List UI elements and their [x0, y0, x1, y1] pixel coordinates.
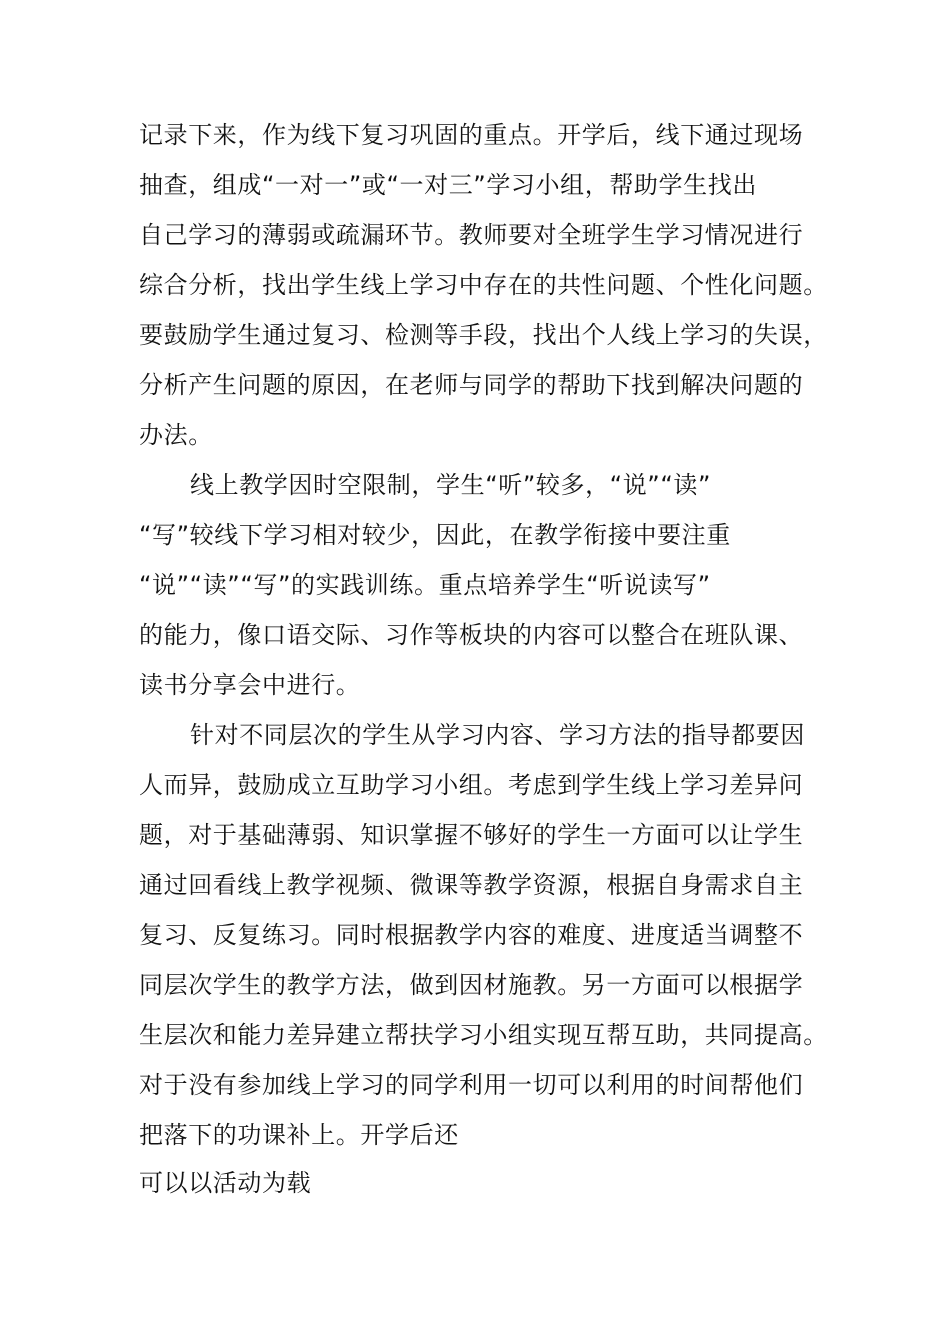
text-line: 对于没有参加线上学习的同学利用一切可以利用的时间帮他们	[139, 1071, 804, 1099]
paragraph-first-line: 线上教学因时空限制，学生“听”较多，“说”“读”	[190, 471, 711, 499]
text-line: 同层次学生的教学方法，做到因材施教。另一方面可以根据学	[139, 971, 804, 999]
text-line: 分析产生问题的原因，在老师与同学的帮助下找到解决问题的	[139, 371, 804, 399]
text-line: 自己学习的薄弱或疏漏环节。教师要对全班学生学习情况进行	[139, 221, 804, 249]
text-line: 复习、反复练习。同时根据教学内容的难度、进度适当调整不	[139, 921, 804, 949]
text-line: 要鼓励学生通过复习、检测等手段，找出个人线上学习的失误，	[139, 321, 828, 349]
paragraph-first-line: 针对不同层次的学生从学习内容、学习方法的指导都要因	[190, 721, 805, 749]
text-line: 抽查，组成“一对一”或“一对三”学习小组，帮助学生找出	[139, 171, 757, 199]
text-line: 可以以活动为载	[139, 1169, 312, 1197]
text-line: 把落下的功课补上。开学后还	[139, 1121, 459, 1149]
text-line: 读书分享会中进行。	[139, 671, 361, 699]
text-line: “说”“读”“写”的实践训练。重点培养学生“听说读写”	[139, 571, 711, 599]
text-line: 通过回看线上教学视频、微课等教学资源，根据自身需求自主	[139, 871, 804, 899]
text-line: 的能力，像口语交际、习作等板块的内容可以整合在班队课、	[139, 621, 804, 649]
text-line: “写”较线下学习相对较少，因此，在教学衔接中要注重	[139, 521, 731, 549]
text-line: 人而异，鼓励成立互助学习小组。考虑到学生线上学习差异问	[139, 771, 804, 799]
text-line: 生层次和能力差异建立帮扶学习小组实现互帮互助，共同提高。	[139, 1021, 828, 1049]
text-line: 综合分析，找出学生线上学习中存在的共性问题、个性化问题。	[139, 271, 828, 299]
text-line: 办法。	[139, 421, 213, 449]
text-line: 题，对于基础薄弱、知识掌握不够好的学生一方面可以让学生	[139, 821, 804, 849]
text-line: 记录下来，作为线下复习巩固的重点。开学后，线下通过现场	[139, 121, 804, 149]
